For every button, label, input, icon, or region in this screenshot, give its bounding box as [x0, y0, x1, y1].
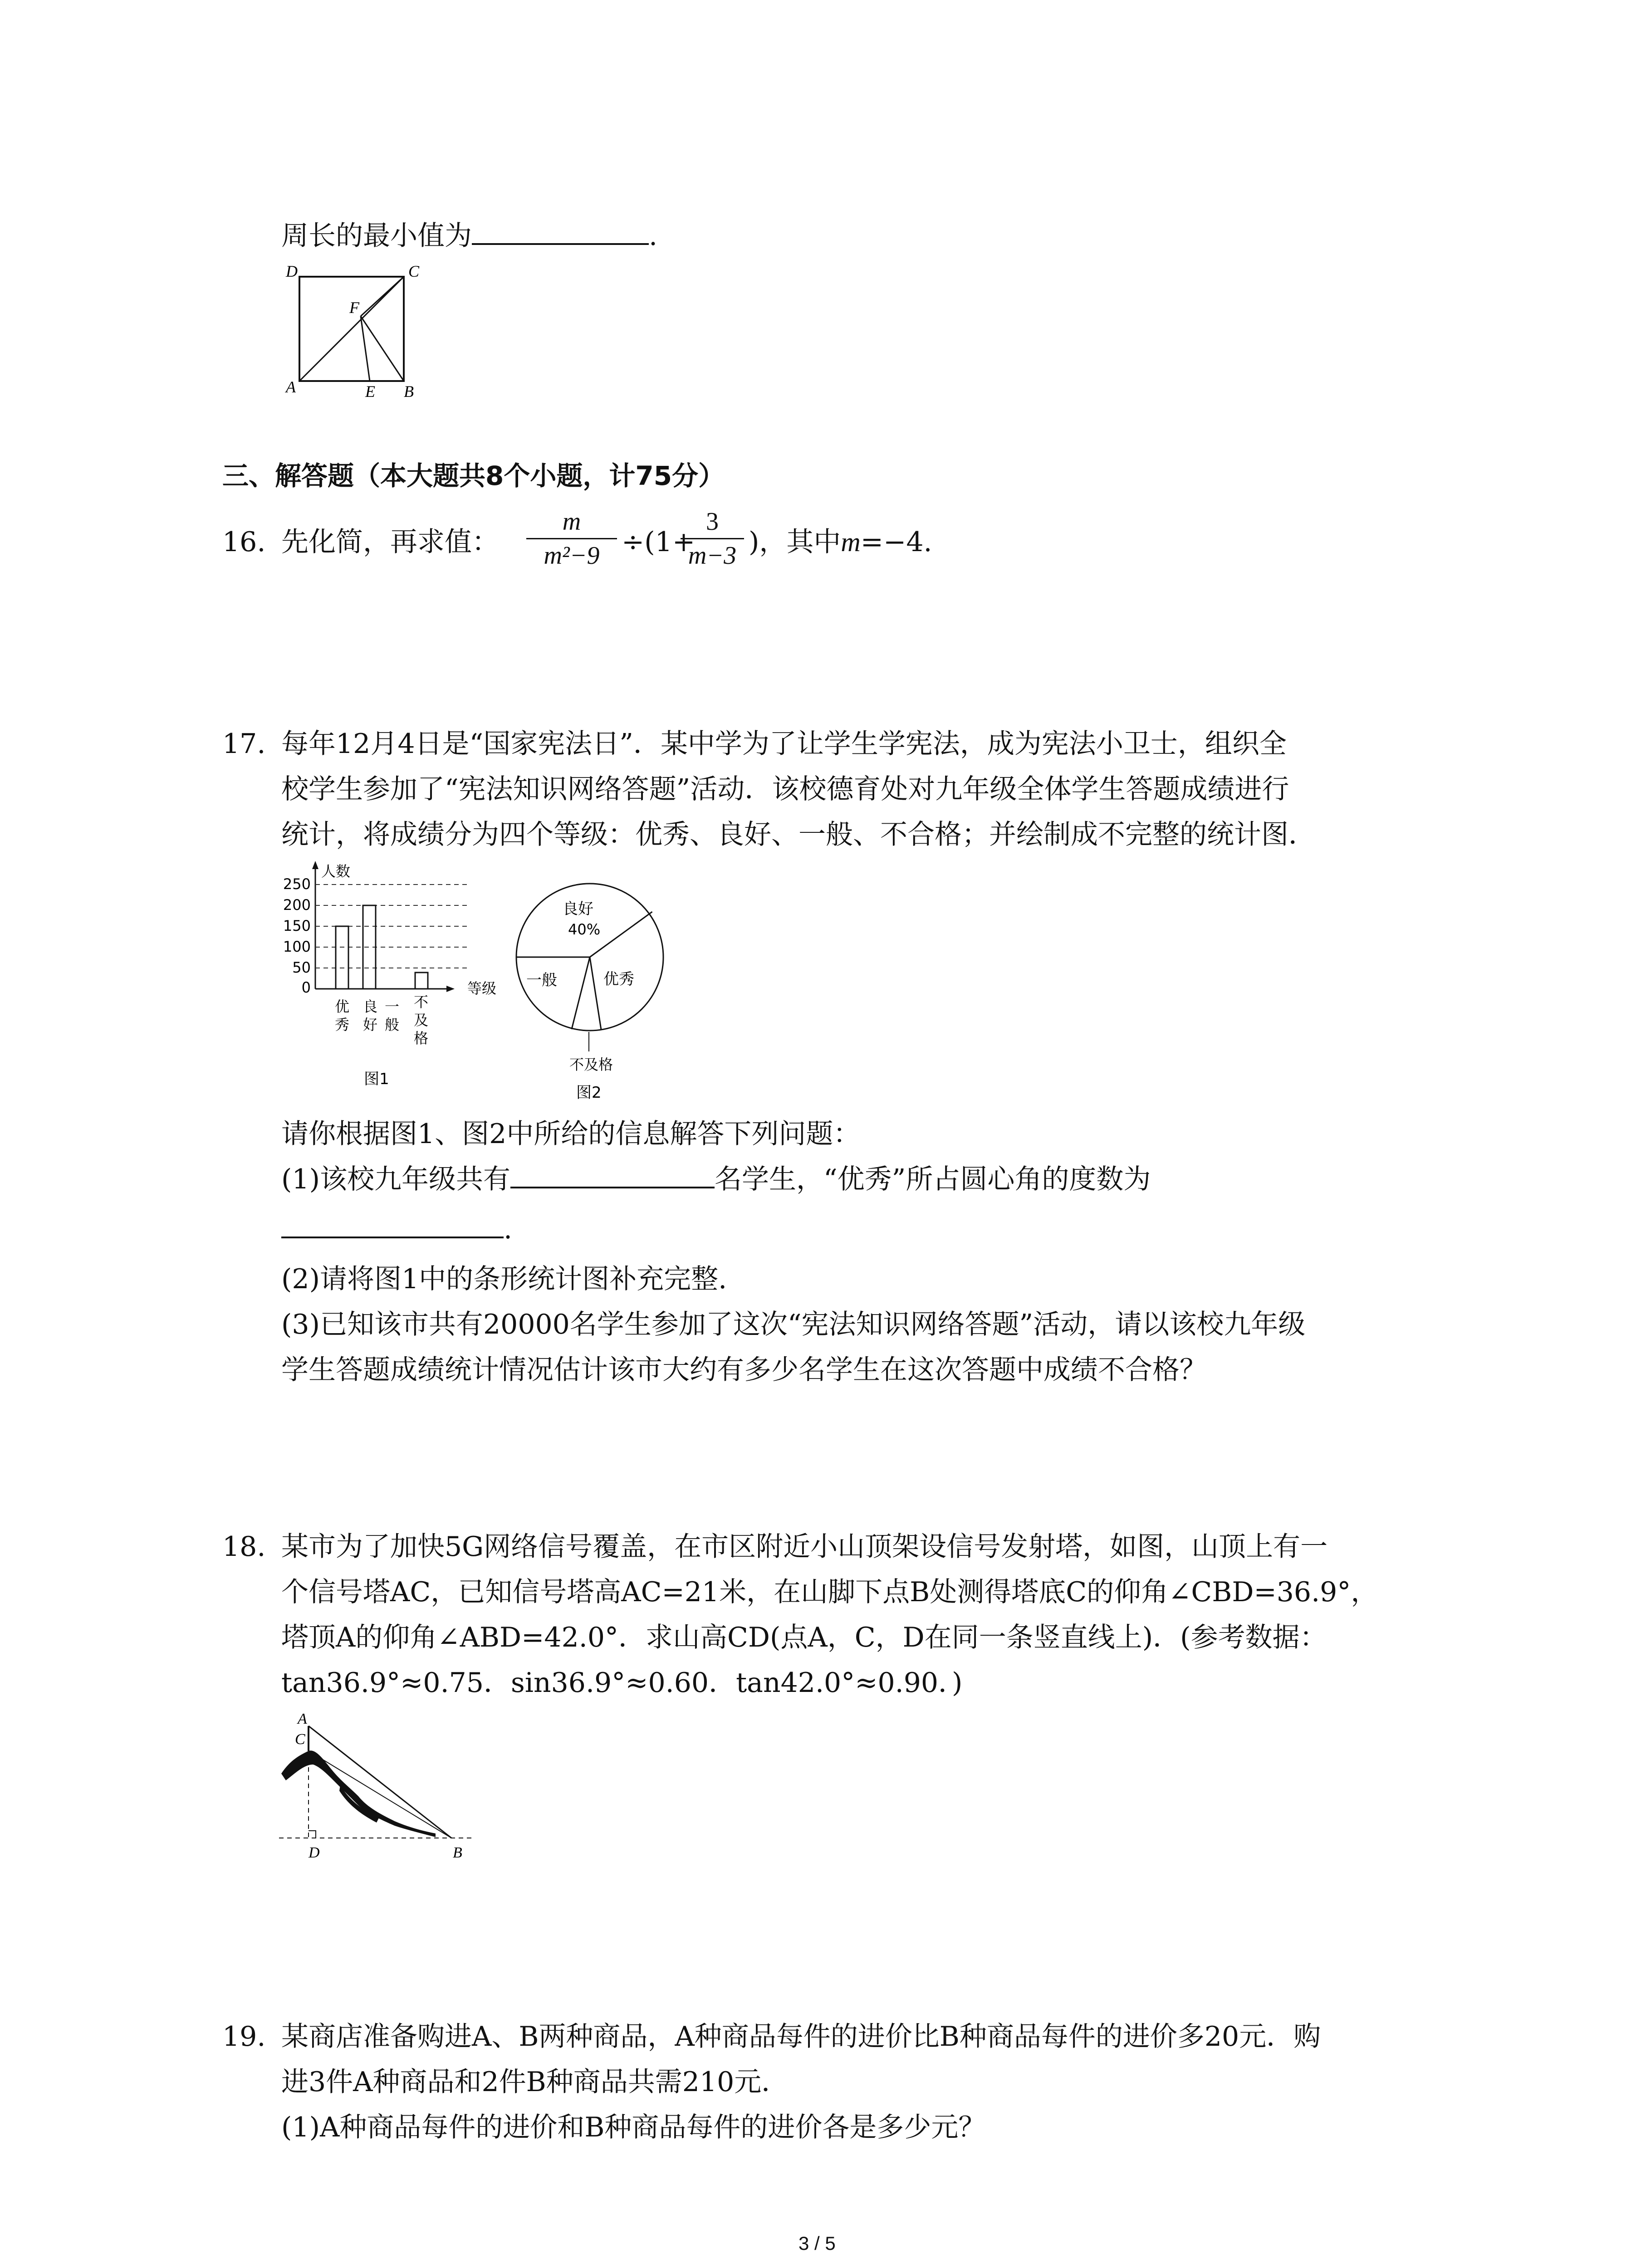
q15-answer-blank[interactable] [472, 240, 649, 245]
x-axis-label: 等级 [467, 980, 497, 997]
q17-figure-2-pie-chart [508, 871, 681, 1107]
q17-count-blank[interactable] [510, 1184, 715, 1188]
label-e: E [365, 382, 375, 399]
xcat-avg-2: 般 [385, 1016, 400, 1033]
xcat-good-1: 良 [363, 998, 378, 1015]
q16-fraction-2: 3 m−3 [681, 507, 744, 571]
slice-label-average: 一般 [526, 971, 557, 989]
xcat-avg-1: 一 [385, 998, 400, 1015]
label-c: C [295, 1731, 305, 1748]
ytick-250: 250 [283, 875, 311, 893]
q17-angle-blank[interactable] [281, 1234, 504, 1238]
label-a: A [286, 378, 296, 396]
q18-line-1: 某市为了加快5G网络信号覆盖，在市区附近小山顶架设信号发射塔，如图，山顶上有一 [281, 1531, 1328, 1563]
q18-number: 18. [222, 1531, 266, 1563]
q15-square-figure [272, 263, 436, 399]
q18-mountain-figure [272, 1706, 508, 1869]
segment-cf [361, 277, 404, 316]
x-category-labels [335, 993, 428, 1047]
label-a: A [298, 1711, 307, 1727]
slice-label-good-pct: 40% [568, 921, 601, 938]
q16-operator: ÷(1+ [622, 526, 696, 558]
slice-label-good: 良好 [563, 900, 593, 918]
label-d: D [286, 263, 298, 280]
xcat-excellent-2: 秀 [335, 1016, 350, 1033]
figure-1-caption: 图1 [364, 1070, 389, 1088]
q17-part-3-line-2: 学生答题成绩统计情况估计该市大约有多少名学生在这次答题中成绩不合格？ [281, 1354, 1207, 1386]
slice-label-fail: 不及格 [569, 1056, 613, 1073]
section-3-heading: 三、解答题（本大题共8个小题，计75分） [222, 460, 725, 491]
q17-part-3-line-1: (3)已知该市共有20000名学生参加了这次“宪法知识网络答题”活动，请以该校九年级 [281, 1309, 1306, 1340]
slice-label-excellent: 优秀 [603, 970, 634, 988]
q17-number: 17. [222, 728, 266, 760]
q17-line-3: 统计，将成绩分为四个等级：优秀、良好、一般、不合格；并绘制成不完整的统计图． [281, 819, 1316, 850]
bar-fail [415, 973, 428, 989]
x-axis-arrow [446, 986, 455, 992]
mountain-shape [281, 1750, 436, 1837]
y-axis-arrow [312, 861, 318, 869]
q15-text: 周长的最小值为 . [281, 220, 658, 252]
ytick-100: 100 [283, 938, 311, 955]
label-b: B [404, 382, 414, 399]
right-angle-mark [309, 1831, 316, 1838]
q17-part-1: (1)该校九年级共有 名学生，“优秀”所占圆心角的度数为 [281, 1163, 1151, 1195]
ytick-0: 0 [301, 979, 311, 996]
label-f: F [349, 298, 359, 317]
q18-line-3: 塔顶A的仰角∠ABD=42.0°．求山高CD(点A，C，D在同一条竖直线上)．(参考数据： [281, 1622, 1327, 1653]
diagonal-ac [299, 277, 404, 381]
sightline-ab [309, 1726, 451, 1838]
q17-part-2: (2)请将图1中的条形统计图补充完整. [281, 1263, 727, 1295]
segment-fb [361, 316, 404, 381]
bar-excellent [336, 926, 348, 989]
ytick-150: 150 [283, 917, 311, 934]
pie-divider-4 [590, 957, 601, 1030]
label-d: D [309, 1844, 320, 1861]
q19-part-1: (1)A种商品每件的进价和B种商品每件的进价各是多少元？ [281, 2112, 986, 2143]
ytick-200: 200 [283, 896, 311, 914]
pie-divider-3 [572, 957, 590, 1029]
q18-line-4: tan36.9°≈0.75．sin36.9°≈0.60．tan42.0°≈0.90．) [281, 1667, 963, 1699]
q17-part-1-cont: . [281, 1216, 512, 1243]
q18-line-2: 个信号塔AC，已知信号塔高AC=21米，在山脚下点B处测得塔底C的仰角∠CBD=36.9°， [281, 1576, 1378, 1608]
q16-tail: )，其中m=−4. [749, 526, 932, 558]
xcat-good-2: 好 [363, 1016, 378, 1033]
q19-line-2: 进3件A种商品和2件B种商品共需210元． [281, 2066, 789, 2098]
xcat-fail-3: 格 [414, 1030, 429, 1047]
q16-fraction-1: m m²−9 [526, 507, 617, 571]
label-b: B [453, 1844, 462, 1861]
xcat-fail-2: 及 [414, 1012, 429, 1029]
q17-line-1: 每年12月4日是“国家宪法日”．某中学为了让学生学宪法，成为宪法小卫士，组织全 [281, 728, 1287, 760]
page-number: 3 / 5 [798, 2233, 836, 2254]
q16-lead: 先化简，再求值： [281, 526, 499, 558]
q16-number: 16. [222, 526, 266, 558]
y-axis-label: 人数 [321, 863, 351, 880]
label-c: C [408, 263, 420, 280]
segment-fe [361, 316, 370, 381]
q19-number: 19. [222, 2021, 266, 2053]
q17-line-2: 校学生参加了“宪法知识网络答题”活动．该校德育处对九年级全体学生答题成绩进行 [281, 773, 1289, 805]
sightline-cb [309, 1751, 451, 1838]
q19-line-1: 某商店准备购进A、B两种商品，A种商品每件的进价比B种商品每件的进价多20元．购 [281, 2021, 1321, 2053]
q17-figure-1-bar-chart [268, 857, 522, 1111]
q17-prompt: 请你根据图1、图2中所给的信息解答下列问题： [281, 1118, 861, 1150]
figure-2-caption: 图2 [576, 1084, 602, 1102]
xcat-excellent-1: 优 [335, 998, 350, 1015]
ytick-50: 50 [292, 959, 311, 976]
xcat-fail-1: 不 [414, 993, 429, 1011]
